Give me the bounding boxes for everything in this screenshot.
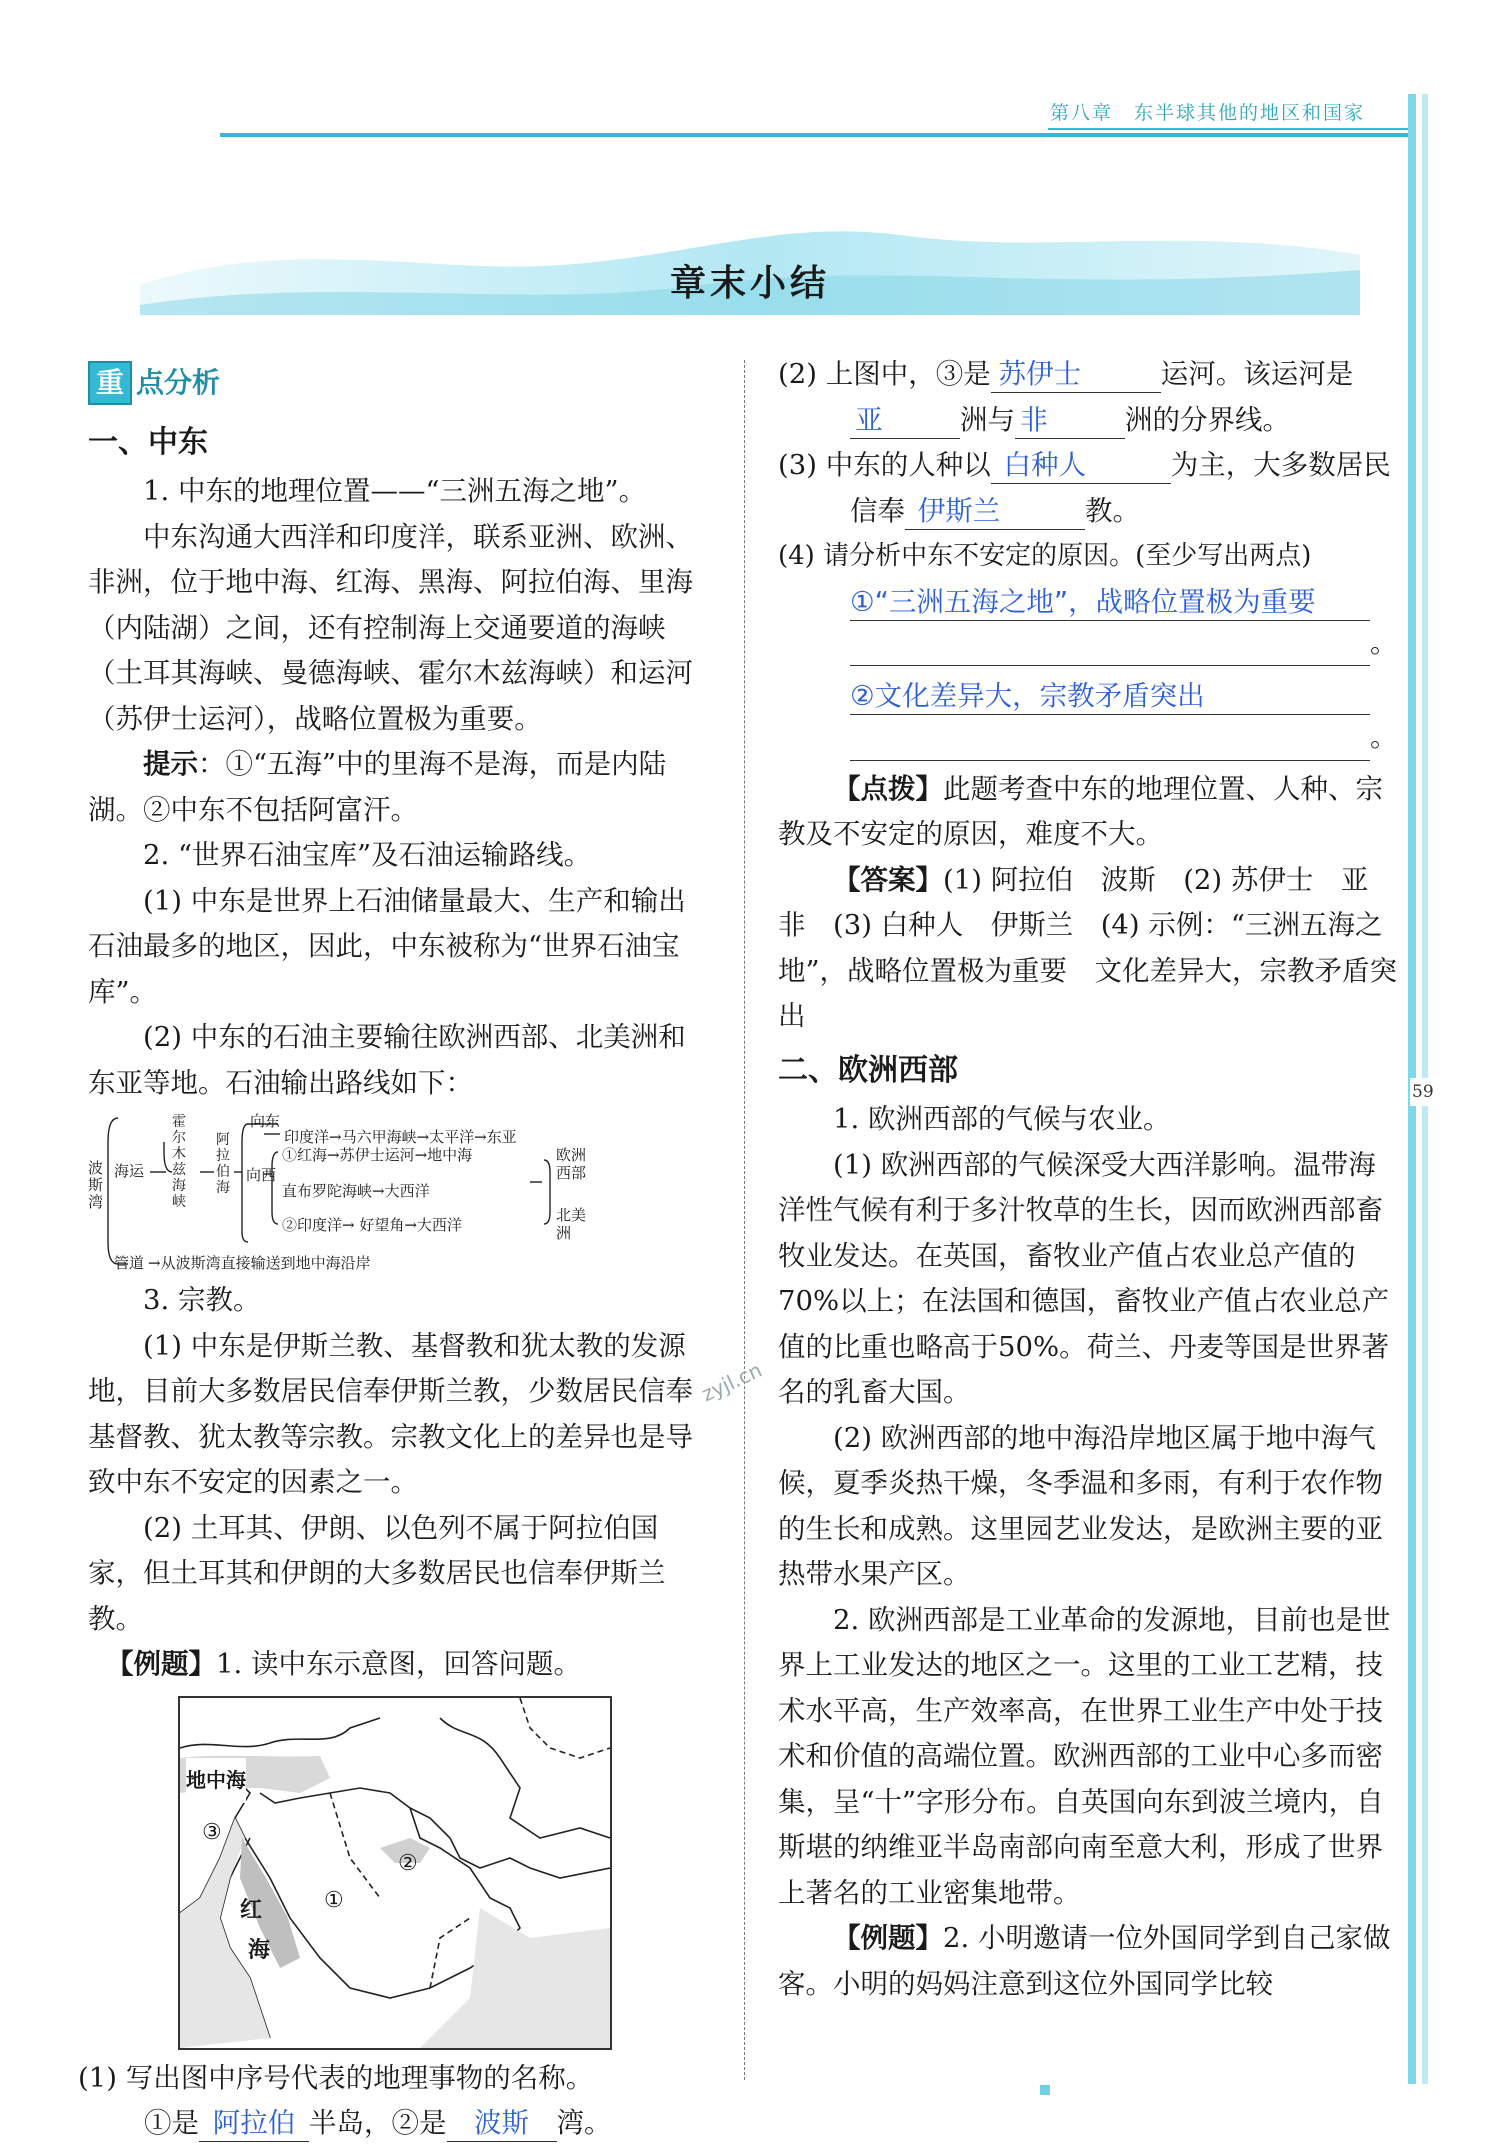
- q2-post: 洲的分界线。: [1125, 403, 1290, 436]
- middle-east-map: [178, 1696, 612, 2050]
- q4-answer-1[interactable]: ①“三洲五海之地”，战略位置极为重要: [850, 580, 1370, 621]
- example-2-label: 【例题】: [833, 1922, 943, 1954]
- route-east-path: 印度洋→马六甲海峡→太平洋→东亚: [284, 1128, 517, 1146]
- oil-route-diagram: [88, 1112, 708, 1272]
- q3-post: 教。: [1085, 494, 1140, 527]
- q1-fill-gulf[interactable]: 波斯: [447, 2105, 557, 2142]
- route-pipe-text: 从波斯湾直接输送到地中海沿岸: [160, 1254, 371, 1272]
- question-4: (4) 请分析中东不安定的原因。(至少写出两点): [778, 541, 1312, 571]
- q4-answer-1b[interactable]: [850, 625, 1370, 666]
- example-1-question: 1. 读中东示意图，回答问题。: [216, 1648, 581, 1680]
- q1-a-pre: ①是: [144, 2107, 199, 2139]
- chapter-header: 第八章 东半球其他的地区和国家: [1050, 102, 1366, 124]
- question-1-answer: [88, 2101, 708, 2147]
- q2-pre: (2) 上图中，③是: [778, 358, 991, 390]
- column-divider: [744, 360, 745, 2080]
- q1-b-post: 湾。: [556, 2107, 612, 2139]
- europe-1-title: 1. 欧洲西部的气候与农业。: [833, 1103, 1171, 1135]
- route-west-2: 直布罗陀海峡→大西洋: [282, 1182, 430, 1200]
- route-west-1: ①红海→苏伊士运河→地中海: [282, 1146, 473, 1164]
- heading-middle-east: 一、中东: [88, 424, 208, 460]
- route-dest-na: 北美洲: [556, 1206, 587, 1242]
- question-1: (1) 写出图中序号代表的地理事物的名称。: [78, 2061, 594, 2094]
- point-3-title: 3. 宗教。: [143, 1284, 261, 1316]
- answer-body: (1) 阿拉伯 波斯 (2) 苏伊士 亚 非 (3) 白种人 伊斯兰 (4) 示例：“三洲五海之地”，战略位置极为重要 文化差异大，宗教矛盾突出: [778, 863, 1398, 1032]
- example-1-label: 【例题】: [106, 1648, 216, 1680]
- tip-label: 提示: [143, 748, 198, 780]
- europe-1-1: (1) 欧洲西部的气候深受大西洋影响。温带海洋性气候有利于多汁牧草的生长，因而欧洲西部畜牧业发达。在英国，畜牧业产值占农业总产值的70%以上；在法国和德国，畜牧业产值占农业总产值的比重也略高于50%。荷兰、丹麦等国是世界著名的乳畜大国。: [778, 1148, 1390, 1408]
- point-3-2: (2) 土耳其、伊朗、以色列不属于阿拉伯国家，但土耳其和伊朗的大多数居民也信奉伊斯兰教。: [88, 1511, 666, 1635]
- q1-fill-peninsula[interactable]: 阿拉伯: [199, 2105, 309, 2142]
- q2-mid: 运河。该运河是: [1160, 358, 1354, 390]
- route-west-3: ②印度洋→ 好望角→大西洋: [282, 1216, 462, 1234]
- q3-pre: (3) 中东的人种以: [778, 449, 991, 481]
- hint-label: 【点拨】: [833, 772, 943, 805]
- point-1-body: 中东沟通大西洋和印度洋，联系亚洲、欧洲、非洲，位于地中海、红海、黑海、阿拉伯海、里海（内陆湖）之间，还有控制海上交通要道的海峡（土耳其海峡、曼德海峡、霍尔木兹海峡）和运河（苏伊士运河），战略位置极为重要。: [88, 520, 693, 735]
- badge-text: 点分析: [136, 366, 221, 399]
- left-column: [78, 360, 708, 2147]
- point-1-title: 1. 中东的地理位置——“三洲五海之地”。: [143, 475, 647, 507]
- map-marker-2: ②: [398, 1850, 418, 1876]
- map-label-red: 红: [240, 1897, 263, 1923]
- europe-2: 2. 欧洲西部是工业革命的发源地，目前也是世界上工业发达的地区之一。这里的工业工艺精，技术水平高，生产效率高，在世界工业生产中处于技术和价值的高端位置。欧洲西部的工业中心多而密集，呈“十”字形分布。自英国向东到波兰境内，自斯堪的纳维亚半岛南部向南至意大利，形成了世界上著名的工业密集地带。: [778, 1603, 1391, 1909]
- point-3-1: (1) 中东是伊斯兰教、基督教和犹太教的发源地，目前大多数居民信奉伊斯兰教，少数居民信奉基督教、犹太教等宗教。宗教文化上的差异也是导致中东不安定的因素之一。: [88, 1329, 693, 1498]
- answer-label: 【答案】: [833, 863, 943, 896]
- header-rule: [220, 133, 1410, 137]
- q3-fill-religion[interactable]: 伊斯兰: [905, 493, 1085, 530]
- europe-1-2: (2) 欧洲西部的地中海沿岸地区属于地中海气候，夏季炎热干燥，冬季温和多雨，有利于农作物的生长和成熟。这里园艺业发达，是欧洲主要的亚热带水果产区。: [778, 1421, 1383, 1590]
- route-pipe-path: →从波斯湾直接输送到地中海沿岸: [148, 1254, 371, 1272]
- example-2: [778, 1916, 1398, 2007]
- q2-fill-continent-2[interactable]: 非: [1015, 402, 1125, 439]
- heading-western-europe: 二、欧洲西部: [778, 1052, 958, 1088]
- question-2: [778, 352, 1398, 443]
- page-number: 59: [1410, 1078, 1436, 1106]
- route-east: 向东: [250, 1112, 281, 1130]
- q2-mid2: 洲与: [960, 403, 1015, 436]
- point-2-1: (1) 中东是世界上石油储量最大、生产和输出石油最多的地区，因此，中东被称为“世界石油宝库”。: [88, 884, 686, 1008]
- route-arabian-sea: 阿拉伯海: [216, 1132, 230, 1196]
- question-3: [778, 443, 1398, 534]
- q2-fill-continent-1[interactable]: 亚: [850, 402, 960, 439]
- hint-body: 此题考查中东的地理位置、人种、宗教及不安定的原因，难度不大。: [778, 772, 1383, 850]
- tip: [88, 742, 708, 833]
- example-1: [88, 1642, 708, 1688]
- page-corner-mark: [1040, 2085, 1050, 2095]
- map-label-med: 地中海: [186, 1758, 246, 1804]
- page-title: 章末小结: [669, 263, 830, 304]
- point-2-2: (2) 中东的石油主要输往欧洲西部、北美洲和东亚等地。石油输出路线如下：: [88, 1021, 686, 1099]
- q3-mid: 为主，大多数居民信奉: [850, 449, 1391, 527]
- route-strait: 霍尔木兹海峡: [172, 1114, 186, 1210]
- q1-a-mid: 半岛，②是: [309, 2107, 447, 2139]
- q3-fill-race[interactable]: 白种人: [991, 447, 1171, 484]
- point-2-title: 2. “世界石油宝库”及石油运输路线。: [143, 839, 592, 871]
- route-sea: 海运: [114, 1162, 145, 1180]
- route-dest-europe: 欧洲西部: [556, 1146, 587, 1182]
- hint: [778, 767, 1398, 858]
- watermark: zyjl.cn: [697, 1357, 766, 1407]
- map-drawing: [180, 1698, 610, 2048]
- route-west: 向西: [246, 1166, 277, 1184]
- key-analysis-badge: [88, 360, 708, 406]
- answer: [778, 858, 1398, 1040]
- q2-fill-canal[interactable]: 苏伊士: [991, 356, 1161, 393]
- q4-period-2: 。: [1370, 721, 1398, 753]
- route-pipe: 管道: [114, 1254, 145, 1272]
- map-marker-1: ①: [324, 1887, 344, 1913]
- q4-answer-2b[interactable]: [850, 720, 1370, 761]
- q4-period-1: 。: [1370, 626, 1398, 659]
- q4-answer-lines[interactable]: [850, 580, 1398, 761]
- badge-char: 重: [88, 361, 132, 405]
- example-2-question: 2. 小明邀请一位外国同学到自己家做客。小明的妈妈注意到这位外国同学比较: [778, 1922, 1391, 2000]
- right-column: [778, 352, 1398, 2007]
- map-label-sea: 海: [248, 1937, 271, 1963]
- tip-body: ：①“五海”中的里海不是海，而是内陆湖。②中东不包括阿富汗。: [88, 748, 667, 826]
- map-marker-3: ③: [202, 1819, 222, 1845]
- route-origin: 波斯湾: [88, 1159, 104, 1211]
- q4-answer-2[interactable]: ②文化差异大，宗教矛盾突出: [850, 674, 1370, 715]
